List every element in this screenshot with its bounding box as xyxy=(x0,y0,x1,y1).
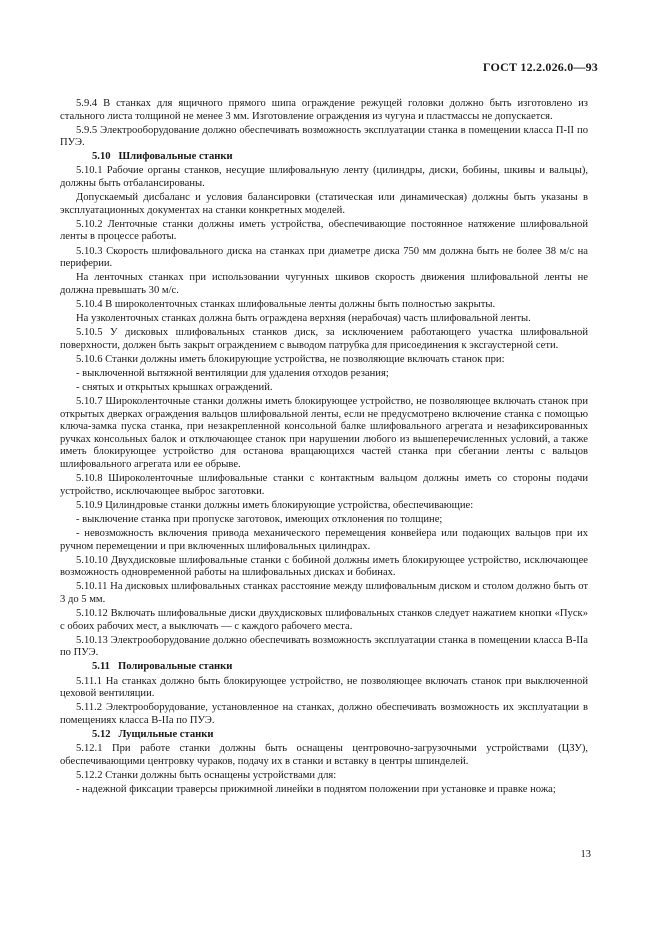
paragraph: 5.12.2 Станки должны быть оснащены устройствами для: xyxy=(76,769,337,781)
paragraph: На узколенточных станках должна быть ограждена верхняя (нерабочая) часть шлифовальной ленты. xyxy=(76,313,531,324)
section-title: Шлифовальные станки xyxy=(118,151,233,163)
list-item: - надежной фиксации траверсы прижимной линейки в поднятом положении при установке и правке ножа; xyxy=(76,783,556,795)
section-heading xyxy=(60,661,588,674)
paragraph: 5.11.2 Электрооборудование, установленное на станках, должно обеспечивать возможность их эксплуатации в помещениях класса В-IIа по ПУЭ. xyxy=(60,702,588,726)
paragraph: 5.10.7 Широколенточные станки должны иметь блокирующее устройство, не позволяющее включать станок при открытых дверках ограждения вальцов шлифовальной ленты, если не предусмотрено включение станка с помощью ключа-замка пуска станка, при незакрепленной консольной балке шлифовального агрегата и незафиксированных ручках консольных балок и отключающее станок при нарушении любого из вышеперечисленных условий, а также иметь блокирующее устройство для останова вращающихся частей станка при сбегании ленты с вальцов шлифовального агрегата или ее обрыве. xyxy=(60,396,588,471)
paragraph: 5.10.1 Рабочие органы станков, несущие шлифовальную ленту (цилиндры, диски, бобины, шкивы и вальцы), должны быть отбалансированы. xyxy=(60,165,588,190)
paragraph: 5.10.6 Станки должны иметь блокирующие устройства, не позволяющие включать станок при: xyxy=(76,353,505,365)
page-number: 13 xyxy=(580,849,591,860)
paragraph: 5.10.3 Скорость шлифовального диска на станках при диаметре диска 750 мм должна быть не более 38 м/с на периферии. xyxy=(60,245,588,270)
section-number: 5.12 xyxy=(92,728,111,740)
paragraph: 5.10.13 Электрооборудование должно обеспечивать возможность эксплуатации станка в помещении класса В-IIа по ПУЭ. xyxy=(60,634,588,659)
paragraph: 5.9.5 Электрооборудование должно обеспечивать возможность эксплуатации станка в помещении класса П-II по ПУЭ. xyxy=(60,124,588,149)
paragraph: 5.10.2 Ленточные станки должны иметь устройства, обеспечивающие постоянное натяжение шлифовальной ленты в процессе работы. xyxy=(60,218,588,243)
paragraph: 5.10.8 Широколенточные шлифовальные станки с контактным вальцом должны иметь со стороны подачи устройство, исключающее выброс заготовки. xyxy=(60,473,588,497)
paragraph: 5.10.12 Включать шлифовальные диски двухдисковых шлифовальных станков следует нажатием кнопки «Пуск» с обоих рабочих мест, а выключать — с каждого рабочего места. xyxy=(60,608,588,632)
list-item: - выключение станка при пропуске заготовок, имеющих отклонения по толщине; xyxy=(76,513,443,525)
paragraph: 5.10.10 Двухдисковые шлифовальные станки с бобиной должны иметь блокирующее устройство, исключающее возможность одновременной работы на шлифовальных дисках и бобинах. xyxy=(60,554,588,579)
list-item: - невозможность включения привода механического перемещения конвейера или подающих вальцов при их ручном перемещении и при включенных шлифовальных цилиндрах. xyxy=(60,528,588,552)
list-item: - выключенной вытяжной вентиляции для удаления отходов резания; xyxy=(76,367,389,379)
paragraph: 5.12.1 При работе станки должны быть оснащены центровочно-загрузочными устройствами (ЦЗУ), обеспечивающими центровку чураков, подачу их в станки и вставку в центры шпинделей. xyxy=(60,743,588,767)
section-heading xyxy=(60,729,588,742)
section-number: 5.10 xyxy=(92,151,111,163)
paragraph: 5.10.5 У дисковых шлифовальных станков диск, за исключением работающего участка шлифовальной поверхности, должен быть закрыт ограждением с выводом патрубка для присоединения к эксгаустерной сети. xyxy=(60,327,588,351)
section-title: Полировальные станки xyxy=(117,661,233,673)
paragraph: 5.11.1 На станках должно быть блокирующее устройство, не позволяющее включать станок при выключенной цеховой вентиляции. xyxy=(60,675,588,700)
paragraph: 5.10.9 Цилиндровые станки должны иметь блокирующие устройства, обеспечивающие: xyxy=(76,499,474,511)
section-number: 5.11 xyxy=(92,661,110,673)
paragraph: 5.9.4 В станках для ящичного прямого шипа ограждение режущей головки должно быть изготовлено из стального листа толщиной не менее 3 мм. Изготовление ограждения из чугуна и пластмассы не допускается. xyxy=(60,98,588,122)
section-heading xyxy=(60,151,588,164)
paragraph: На ленточных станках при использовании чугунных шкивов скорость движения шлифовальной ленты не должна превышать 30 м/с. xyxy=(60,272,588,296)
list-item: - снятых и открытых крышках ограждений. xyxy=(76,381,273,393)
paragraph: Допускаемый дисбаланс и условия балансировки (статическая или динамическая) должны быть указаны в эксплуатационных документах на станки конкретных моделей. xyxy=(60,192,588,216)
section-title: Лущильные станки xyxy=(118,728,214,740)
paragraph: 5.10.11 На дисковых шлифовальных станках расстояние между шлифовальным диском и столом должно быть от 3 до 5 мм. xyxy=(60,581,588,605)
document-id-header: ГОСТ 12.2.026.0—93 xyxy=(482,60,598,74)
paragraph: 5.10.4 В широколенточных станках шлифовальные ленты должны быть полностью закрыты. xyxy=(76,298,496,310)
document-body xyxy=(60,98,588,798)
